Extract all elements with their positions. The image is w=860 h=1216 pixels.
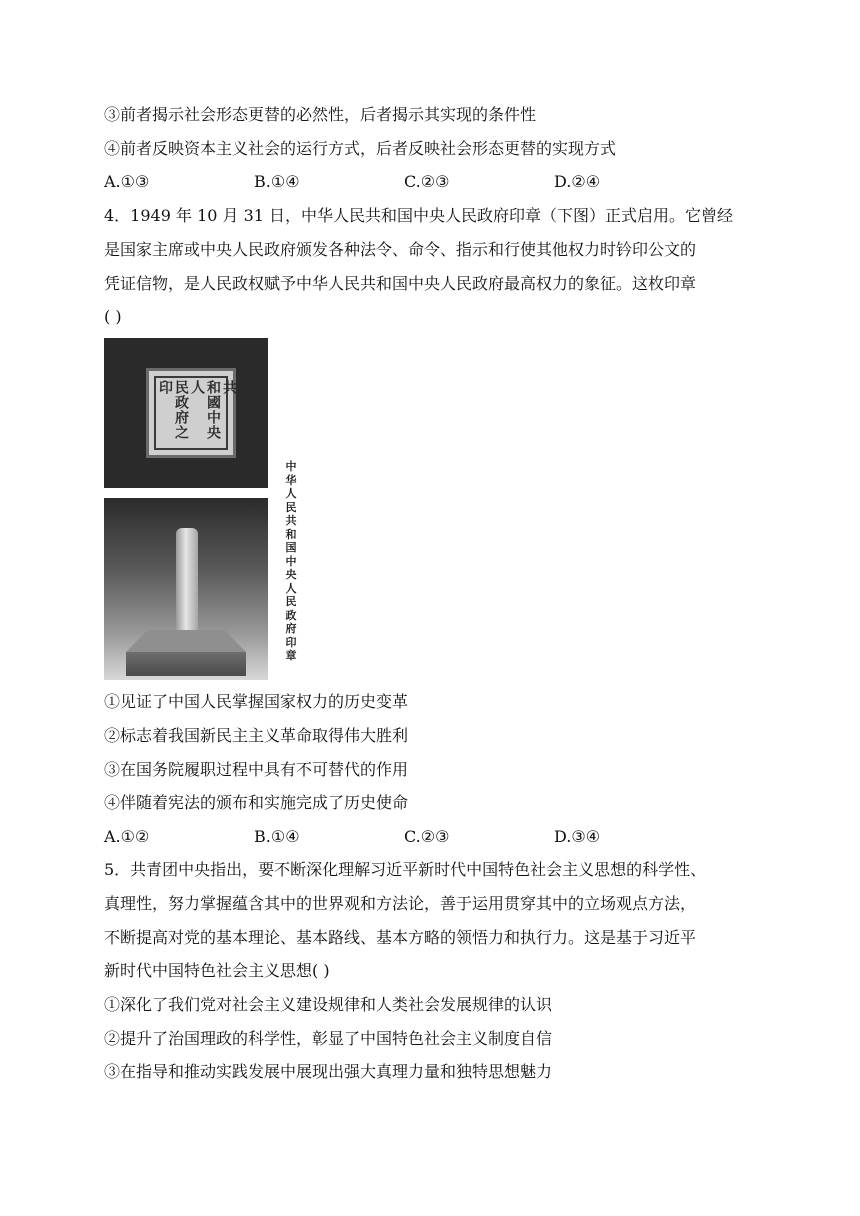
q5-item-2: ②提升了治国理政的科学性，彰显了中国特色社会主义制度自信 [104, 1029, 553, 1048]
q3-item-4: ④前者反映资本主义社会的运行方式，后者反映社会形态更替的实现方式 [104, 139, 617, 158]
q5-stem-line-1: 5．共青团中央指出，要不断深化理解习近平新时代中国特色社会主义思想的科学性、 [104, 860, 707, 879]
q4-stem-line-1: 4．1949 年 10 月 31 日，中华人民共和国中央人民政府印章（下图）正式启用。它曾经 [104, 206, 734, 225]
q4-option-c[interactable]: C.②③ [404, 827, 450, 846]
seal-handle [176, 528, 198, 636]
seal-figure [104, 338, 314, 683]
q4-option-b[interactable]: B.①④ [254, 827, 300, 846]
q3-option-d[interactable]: D.②④ [554, 172, 601, 191]
seal-base-top [126, 630, 246, 652]
q4-option-a[interactable]: A.①② [104, 827, 150, 846]
q4-stem-line-2: 是国家主席或中央人民政府颁发各种法令、命令、指示和行使其他权力时钤印公文的 [104, 240, 697, 259]
q4-item-2: ②标志着我国新民主主义革命取得伟大胜利 [104, 726, 409, 745]
q4-stem-line-3: 凭证信物，是人民政权赋予中华人民共和国中央人民政府最高权力的象征。这枚印章 [104, 274, 697, 293]
q3-option-b[interactable]: B.①④ [254, 172, 300, 191]
q4-options [104, 827, 724, 847]
seal-inscription [154, 376, 253, 450]
seal-column-3 [157, 380, 189, 446]
seal-column-3-text: 民政府之印 [157, 380, 189, 440]
seal-impression-photo [104, 338, 268, 488]
seal-column-1 [221, 380, 253, 446]
q5-item-3: ③在指导和推动实践发展中展现出强大真理力量和独特思想魅力 [104, 1062, 553, 1081]
seal-base-front [126, 652, 246, 676]
q4-item-3: ③在国务院履职过程中具有不可替代的作用 [104, 760, 409, 779]
q4-item-1: ①见证了中国人民掌握国家权力的历史变革 [104, 692, 409, 711]
q3-option-c[interactable]: C.②③ [404, 172, 450, 191]
q5-stem-line-2: 真理性，努力掌握蕴含其中的世界观和方法论，善于运用贯穿其中的立场观点方法， [104, 894, 697, 913]
q4-answer-blank: ( ) [104, 307, 122, 326]
q4-option-d[interactable]: D.③④ [554, 827, 601, 846]
seal-column-1-text: 中華人民共 [221, 380, 253, 440]
seal-object-photo [104, 498, 268, 680]
q5-stem-line-3: 不断提高对党的基本理论、基本路线、基本方略的领悟力和执行力。这是基于习近平 [104, 928, 697, 947]
seal-column-2-text: 和國中央人 [189, 380, 221, 440]
q3-item-3: ③前者揭示社会形态更替的必然性，后者揭示其实现的条件性 [104, 105, 537, 124]
seal-face [146, 368, 253, 458]
q5-stem-line-4: 新时代中国特色社会主义思想( ) [104, 961, 330, 980]
figure-caption: 中华人民共和国中央人民政府印章 [285, 460, 297, 662]
q4-item-4: ④伴随着宪法的颁布和实施完成了历史使命 [104, 793, 409, 812]
q5-item-1: ①深化了我们党对社会主义建设规律和人类社会发展规律的认识 [104, 995, 553, 1014]
q3-option-a[interactable]: A.①③ [104, 172, 150, 191]
q3-options [104, 172, 724, 192]
seal-column-2 [189, 380, 221, 446]
